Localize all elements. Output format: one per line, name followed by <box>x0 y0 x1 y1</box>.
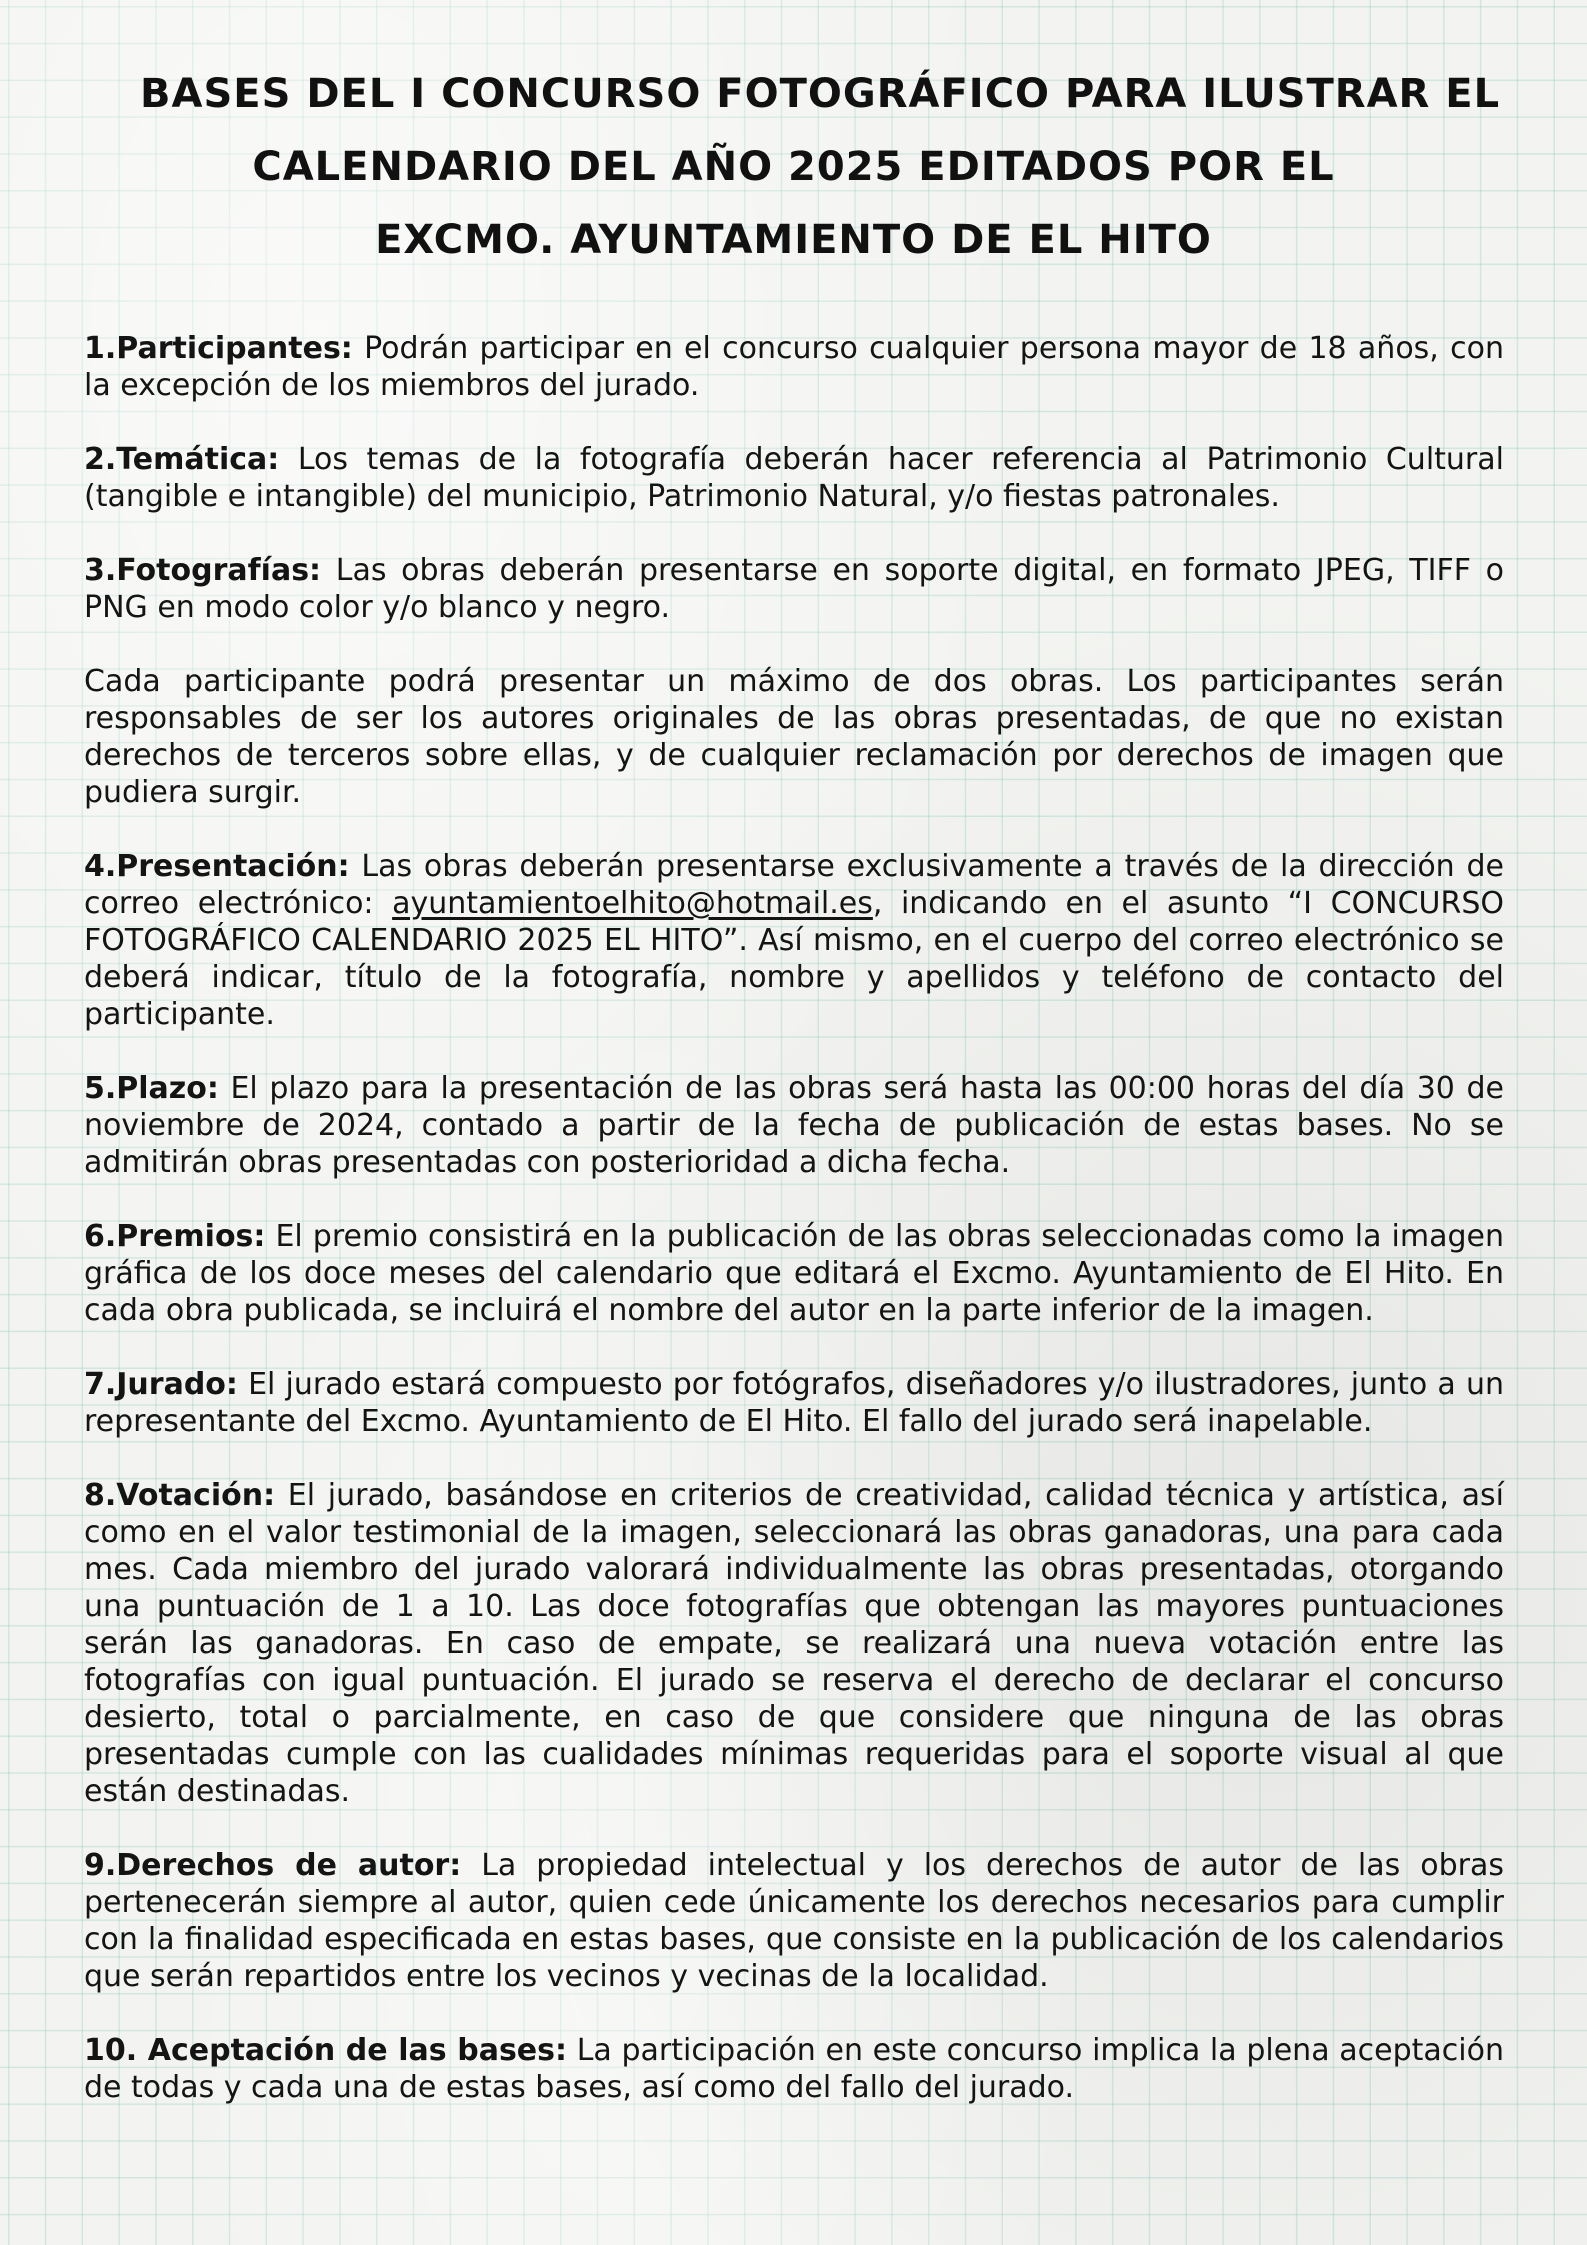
section-plazo <box>84 1070 1504 1181</box>
rules-body <box>84 330 1504 2106</box>
document-title <box>140 58 1501 277</box>
section-text: Las obras deberán presentarse en soporte digital, en formato JPEG, TIFF o PNG en modo color y/o blanco y negro. <box>84 553 1504 625</box>
section-participantes <box>84 330 1504 404</box>
section-heading: 1.Participantes: <box>84 331 353 366</box>
section-heading: 2.Temática: <box>84 442 280 477</box>
section-derechos <box>84 1847 1504 1995</box>
section-aceptacion <box>84 2032 1504 2106</box>
title-line-3: EXCMO. AYUNTAMIENTO DE EL HITO <box>375 217 1212 263</box>
section-jurado <box>84 1366 1504 1440</box>
section-text: La propiedad intelectual y los derechos de autor de las obras pertenecerán siempre al autor, quien cede únicamente los derechos necesarios para cumplir con la finalidad especificada en estas bases, que consiste en la publicación de los calendarios que serán repartidos entre los vecinos y vecinas de la localidad. <box>84 1848 1504 1994</box>
section-text: Las obras deberán presentarse exclusivamente a través de la dirección de correo electrónico: <box>84 849 1504 921</box>
section-heading: 7.Jurado: <box>84 1367 238 1402</box>
section-heading: 4.Presentación: <box>84 849 350 884</box>
section-fotografias-extra <box>84 663 1504 811</box>
section-tematica <box>84 441 1504 515</box>
section-heading: 8.Votación: <box>84 1478 276 1513</box>
section-heading: 10. Aceptación de las bases: <box>84 2033 567 2068</box>
section-heading: 9.Derechos de autor: <box>84 1848 462 1883</box>
title-line-1: BASES DEL I CONCURSO FOTOGRÁFICO PARA ILUSTRAR EL <box>140 71 1501 117</box>
section-text: Cada participante podrá presentar un máximo de dos obras. Los participantes serán responsables de ser los autores originales de las obras presentadas, de que no existan derechos de terceros sobre ellas, y de cualquier reclamación por derechos de imagen que pudiera surgir. <box>84 664 1504 810</box>
section-votacion <box>84 1477 1504 1810</box>
title-line-2: CALENDARIO DEL AÑO 2025 EDITADOS POR EL <box>252 144 1335 190</box>
section-presentacion <box>84 848 1504 1033</box>
section-text: Los temas de la fotografía deberán hacer referencia al Patrimonio Cultural (tangible e intangible) del municipio, Patrimonio Natural, y/o fiestas patronales. <box>84 442 1504 514</box>
section-heading: 5.Plazo: <box>84 1071 219 1106</box>
section-text: El jurado, basándose en criterios de creatividad, calidad técnica y artística, así como en el valor testimonial de la imagen, seleccionará las obras ganadoras, una para cada mes. Cada miembro del jurado valorará individualmente las obras presentadas, otorgando una puntuación de 1 a 10. Las doce fotografías que obtengan las mayores puntuaciones serán las ganadoras. En caso de empate, se realizará una nueva votación entre las fotografías con igual puntuación. El jurado se reserva el derecho de declarar el concurso desierto, total o parcialmente, en caso de que considere que ninguna de las obras presentadas cumple con las cualidades mínimas requeridas para el soporte visual al que están destinadas. <box>84 1478 1504 1809</box>
section-premios <box>84 1218 1504 1329</box>
section-text: El premio consistirá en la publicación de las obras seleccionadas como la imagen gráfica de los doce meses del calendario que editará el Excmo. Ayuntamiento de El Hito. En cada obra publicada, se incluirá el nombre del autor en la parte inferior de la imagen. <box>84 1219 1504 1328</box>
section-text: El plazo para la presentación de las obras será hasta las 00:00 horas del día 30 de noviembre de 2024, contado a partir de la fecha de publicación de estas bases. No se admitirán obras presentadas con posterioridad a dicha fecha. <box>84 1071 1504 1180</box>
section-text: El jurado estará compuesto por fotógrafos, diseñadores y/o ilustradores, junto a un representante del Excmo. Ayuntamiento de El Hito. El fallo del jurado será inapelable. <box>84 1367 1504 1439</box>
section-text: La participación en este concurso implica la plena aceptación de todas y cada una de estas bases, así como del fallo del jurado. <box>84 2033 1504 2105</box>
section-heading: 6.Premios: <box>84 1219 266 1254</box>
email-link[interactable]: ayuntamientoelhito@hotmail.es <box>392 886 873 921</box>
section-heading: 3.Fotografías: <box>84 553 322 588</box>
section-text: Podrán participar en el concurso cualquier persona mayor de 18 años, con la excepción de los miembros del jurado. <box>84 331 1504 403</box>
section-fotografias <box>84 552 1504 626</box>
section-text: , indicando en el asunto “I CONCURSO FOTOGRÁFICO CALENDARIO 2025 EL HITO”. Así mismo, en el cuerpo del correo electrónico se deberá indicar, título de la fotografía, nombre y apellidos y teléfono de contacto del participante. <box>84 886 1504 1032</box>
